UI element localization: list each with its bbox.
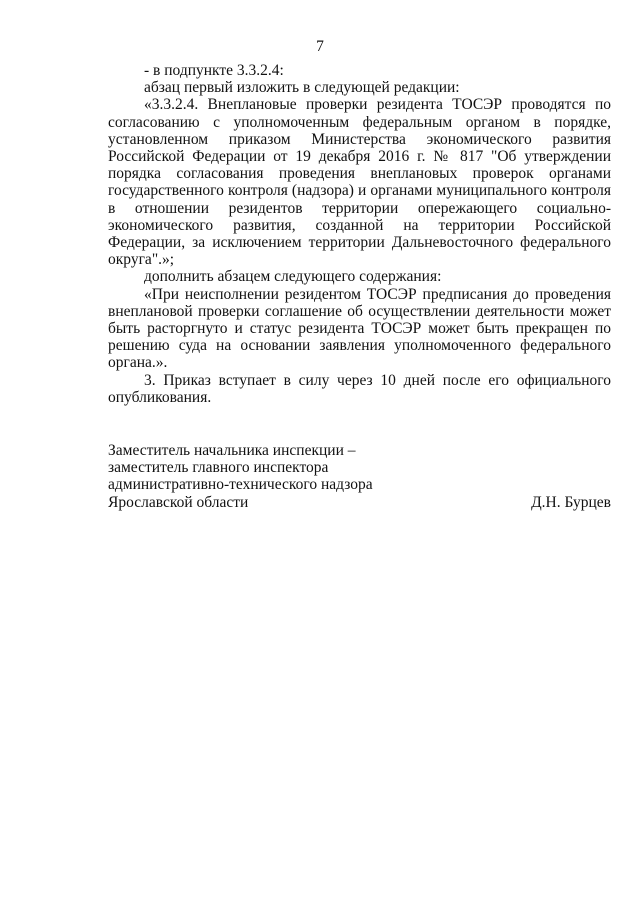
paragraph-amendment-instruction: абзац первый изложить в следующей редакции: bbox=[144, 79, 460, 97]
paragraph-add-instruction: дополнить абзацем следующего содержания: bbox=[144, 268, 442, 286]
signer-position-line: заместитель главного инспектора bbox=[108, 459, 329, 477]
document-body bbox=[108, 62, 611, 406]
paragraph-subitem-reference: - в подпункте 3.3.2.4: bbox=[144, 62, 284, 79]
signature-block bbox=[108, 442, 611, 511]
signer-name: Д.Н. Бурцев bbox=[531, 493, 611, 511]
paragraph-quoted-addition: «При неисполнении резидентом ТОСЭР предписания до проведения внеплановой проверки соглашение об осуществлении деятельности может быть расторгнуто и статус резидента ТОСЭР может быть прекращен по решению суда на основании заявления уполномоченного федерального органа.». bbox=[108, 285, 611, 372]
signer-position-line: административно-технического надзора bbox=[108, 476, 373, 494]
signature-final-row bbox=[108, 494, 611, 511]
signer-position-line: Ярославской области bbox=[108, 493, 249, 511]
paragraph-quoted-3-3-2-4: «3.3.2.4. Внеплановые проверки резидента ТОСЭР проводятся по согласованию с уполномоченным федеральным органом в порядке, установленном приказом Министерства экономического развития Российской Федерации от 19 декабря 2016 г. № 817 "Об утверждении порядка согласования проведения внеплановых проверок органами государственного контроля (надзора) и органами муниципального контроля в отношении резидентов территории опережающего социально-экономического развития, созданной на территории Российской Федерации, за исключением территории Дальневосточного федерального округа".»; bbox=[108, 96, 611, 269]
page-number: 7 bbox=[316, 38, 324, 55]
signer-position-line: Заместитель начальника инспекции – bbox=[108, 442, 356, 459]
paragraph-effective-date: 3. Приказ вступает в силу через 10 дней после его официального опубликования. bbox=[108, 371, 611, 406]
